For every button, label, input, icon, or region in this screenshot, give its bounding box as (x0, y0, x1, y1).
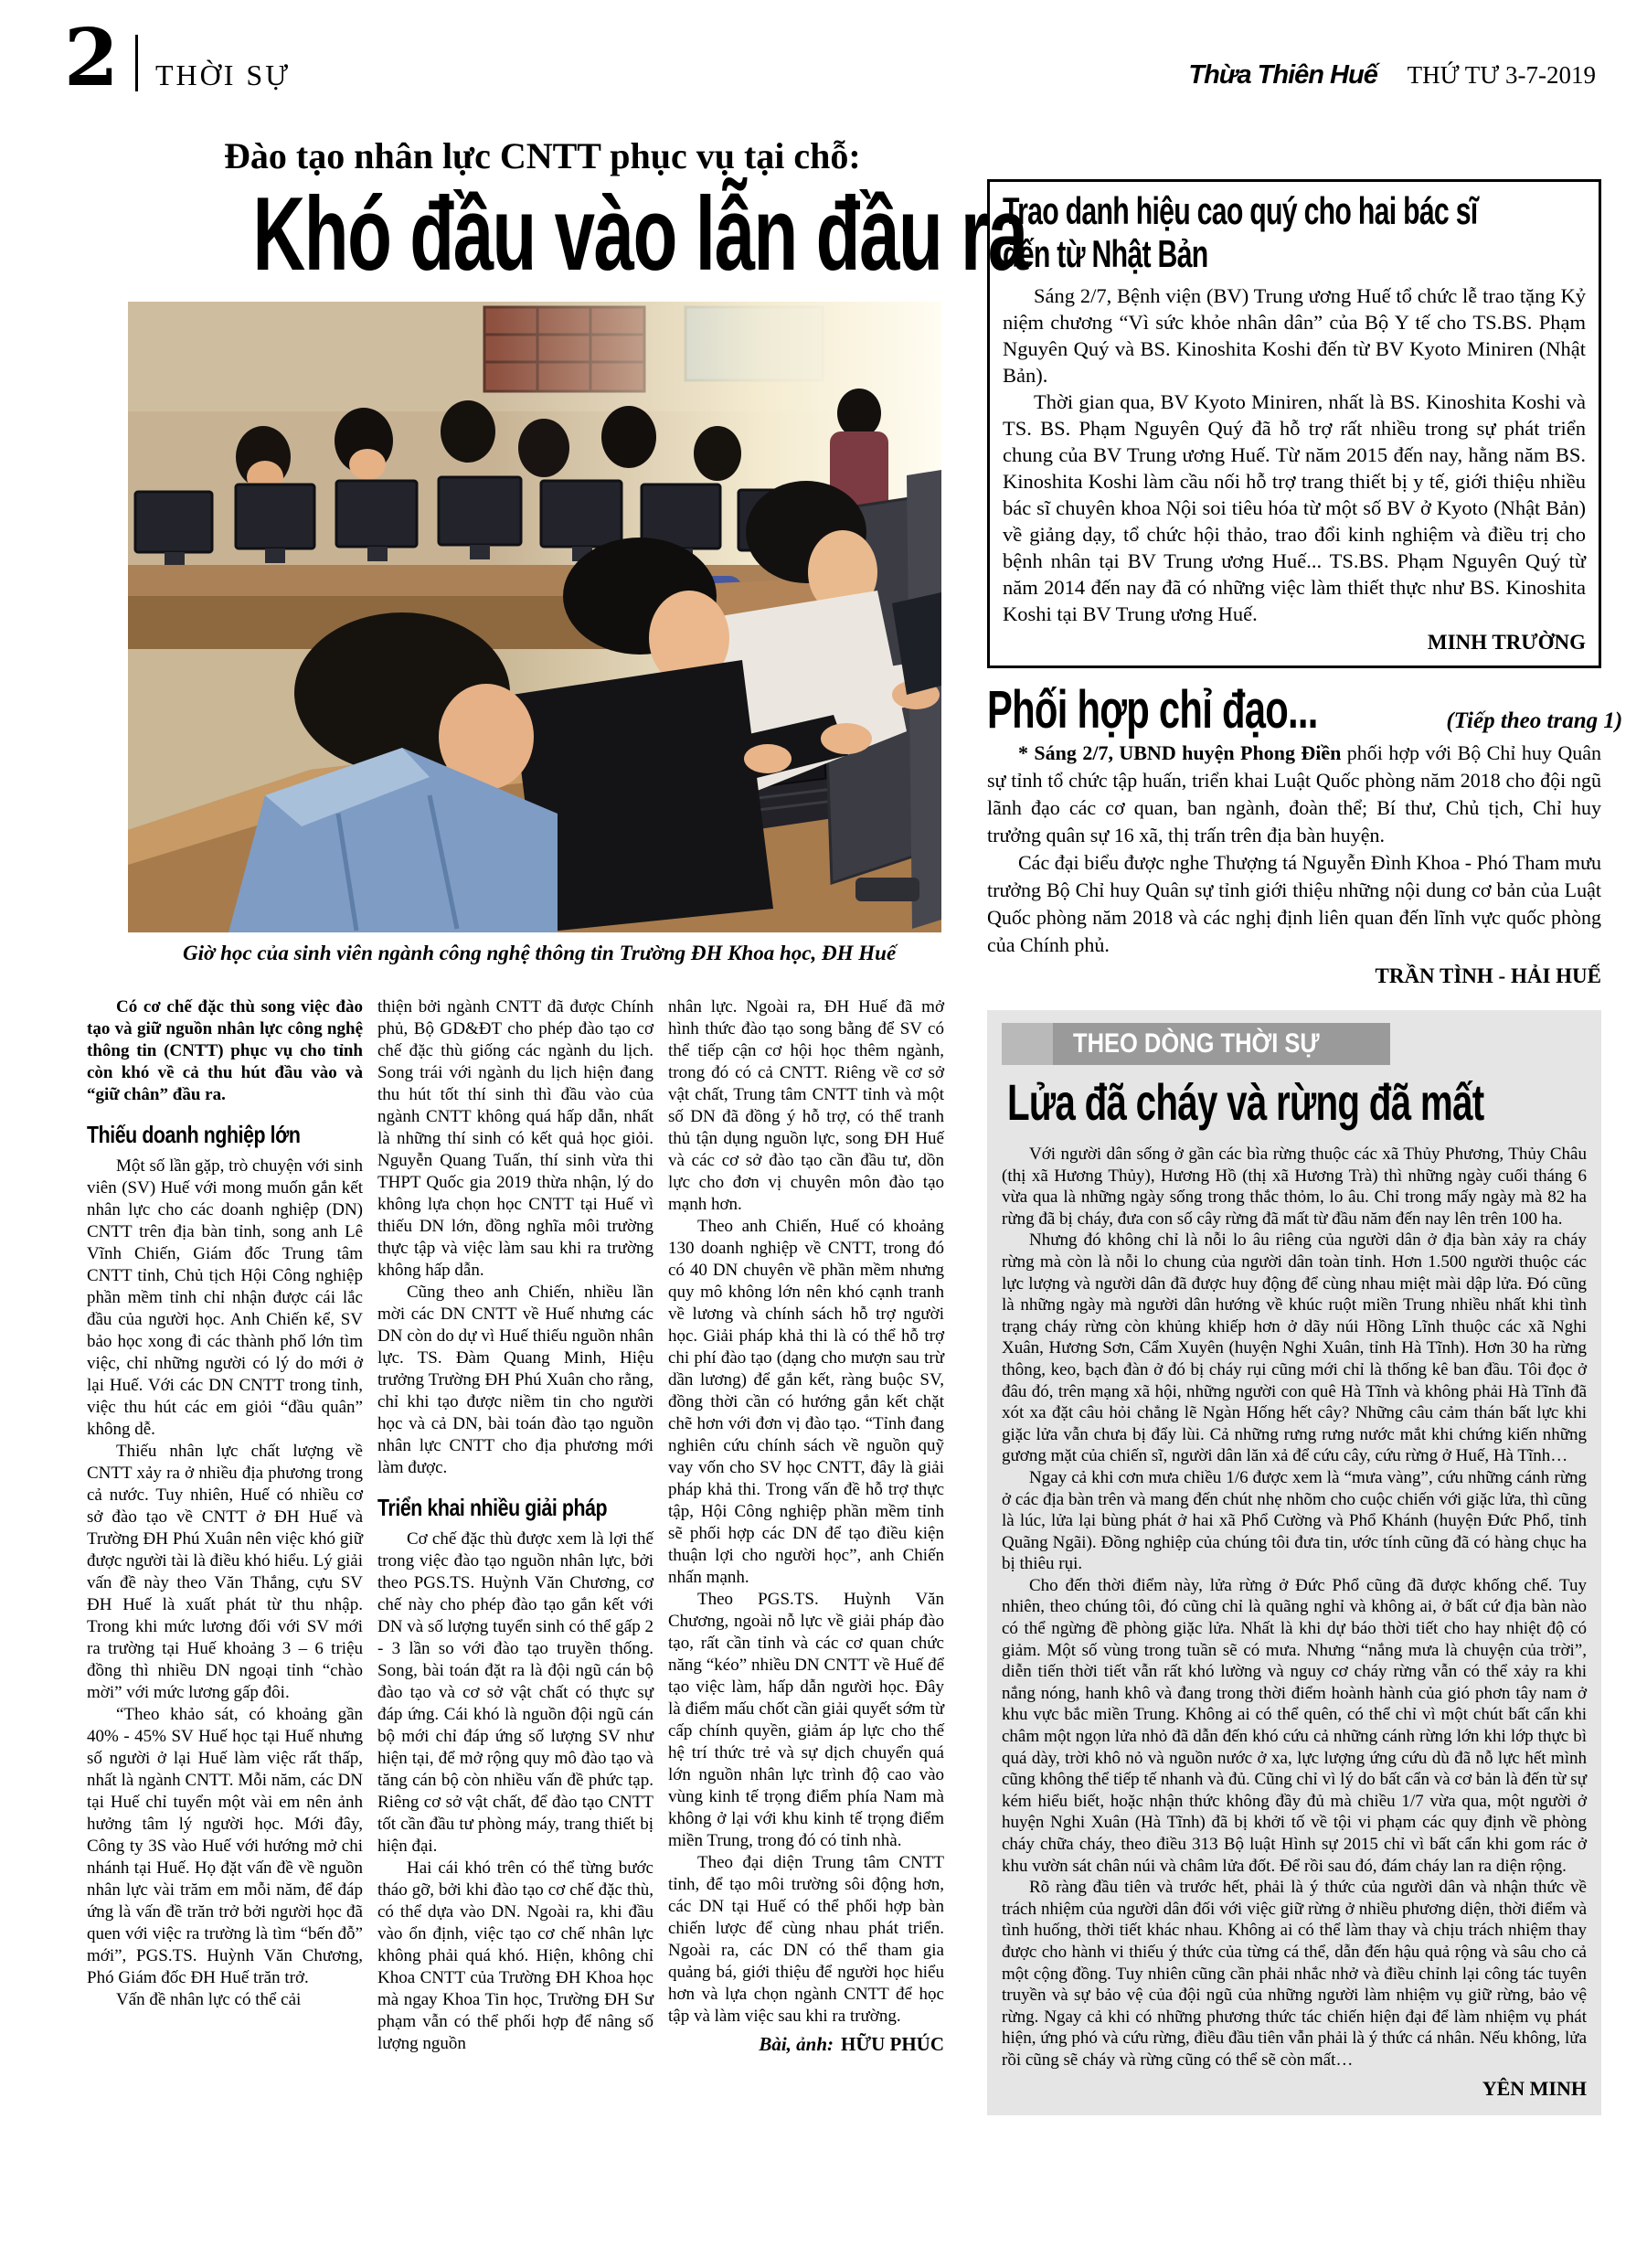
tab-bar: THEO DÒNG THỜI SỰ (1053, 1023, 1390, 1065)
paragraph: Cho đến thời điểm này, lửa rừng ở Đức Phổ cũng đã được khống chế. Tuy nhiên, theo chúng tôi, đó cũng chỉ là quãng nghỉ và không ai, ở bất cứ địa bàn nào có thể ngừng đề phòng giặc lửa. Nhất là khi dự báo thời tiết cho hay nhiệt độ có giảm. Một số vùng trong tuần sẽ có mưa. Nhưng “nắng mưa là chuyện của trời”, diễn tiến thời tiết vẫn rất khó lường và nguy cơ cháy rừng vẫn có thể xảy ra khi nắng nóng, hanh khô và đang trong thời điểm hoành hành của gió phơn tây nam ở khu vực bắc miền Trung. Không ai có thể quên, có thể chỉ vì một chút bất cẩn khi châm một ngọn lửa nhỏ đã dẫn đến khó cứu cả những cánh rừng lớn khi lớp thực bì quá dày, trời khô nỏ và nguồn nước ở xa, lực lượng ứng cứu dù đã nỗ lực hết mình cũng không thể tiếp tế nhanh và đủ. Cũng chỉ vì lý do bất cẩn và cơ bản là đến từ sự kém hiểu biết, hoặc nhận thức không đầy đủ mà chiều 1/7 vừa qua, một người ở huyện Nghi Xuân (Hà Tĩnh) đã bị khởi tố về tội vi phạm các quy định về phòng cháy chữa cháy, theo điều 313 Bộ luật Hình sự 2015 chỉ vì bất cẩn khi gom rác ở khu vườn sát chân núi và châm lửa đốt. Để rồi sau đó, đám cháy lan ra diện rộng. (1002, 1575, 1587, 1876)
paragraph: Một số lần gặp, trò chuyện với sinh viên (SV) Huế với mong muốn gắn kết nhân lực cho các doanh nghiệp (DN) CNTT trên địa bàn tỉnh, song anh Lê Vĩnh Chiến, Giám đốc Trung tâm CNTT tỉnh, Chủ tịch Hội Công nghiệp phần mềm tỉnh chỉ nhận được cái lắc đầu của người học. Anh Chiến kể, SV bảo học xong đi các thành phố lớn tìm việc, chỉ những người có lý do mới ở lại Huế. Với các DN CNTT trong tỉnh, việc thu hút các em giỏi “đầu quân” không dễ. (87, 1156, 363, 1439)
paragraph: thiện bởi ngành CNTT đã được Chính phủ, Bộ GD&ĐT cho phép đào tạo cơ chế đặc thù giống các ngành du lịch. Song trái với ngành du lịch hiện đang thu hút tốt thí sinh thì đầu vào của ngành CNTT không quá hấp dẫn, nhất là những thí sinh có kết quả học giỏi. Nguyễn Quang Tuấn, thí sinh vừa thi THPT Quốc gia 2019 thừa nhận, lý do không lựa chọn học CNTT tại Huế vì thiếu DN lớn, đồng nghĩa môi trường thực tập và việc làm sau khi ra trường không hấp dẫn. (377, 997, 653, 1280)
directive-byline: TRẦN TÌNH - HẢI HUẾ (1375, 964, 1601, 987)
header-right (1188, 60, 1596, 91)
paragraph: “Theo khảo sát, có khoảng gần 40% - 45% SV Huế học tại Huế nhưng số người ở lại Huế làm việc rất thấp, nhất là ngành CNTT. Mỗi năm, các DN tại Huế chỉ tuyển một vài em nên ảnh hưởng tâm lý người học. Mới đây, Công ty 3S vào Huế với hướng mở chi nhánh tại Huế. Họ đặt vấn đề về nguồn nhân lực vài trăm em mỗi năm, để đáp ứng là vấn đề trăn trở bởi người học đã quen với việc ra trường là tìm “bến đỗ” mới”, PGS.TS. Huỳnh Văn Chương, Phó Giám đốc ĐH Huế trăn trở. (87, 1705, 363, 1987)
article-column-1 (87, 996, 363, 2056)
main-article (87, 135, 1027, 2056)
article-columns (87, 996, 946, 2056)
directive-headline: Phối hợp chỉ đạo... (987, 680, 1318, 740)
issue-date: THỨ TƯ 3-7-2019 (1407, 61, 1596, 89)
paragraph: Các đại biểu được nghe Thượng tá Nguyễn Đình Khoa - Phó Tham mưu trưởng Bộ Chỉ huy Quân sự tỉnh giới thiệu những nội dung cơ bản của Luật Quốc phòng năm 2018 và các nghị định liên quan đến lĩnh vực quốc phòng của Chính phủ. (987, 851, 1601, 956)
honor-title: Trao danh hiệu cao quý cho hai bác sĩ đến từ Nhật Bản (1003, 189, 1478, 275)
article-column-3 (668, 996, 944, 2056)
directive-header (987, 680, 1623, 740)
paragraph: Theo đại diện Trung tâm CNTT tỉnh, để tạo môi trường sôi động hơn, các DN tại Huế có thể phối hợp bàn chiến lược để cùng nhau phát triển. Ngoài ra, các DN có thể tham gia quảng bá, giới thiệu để người học hiểu hơn và lựa chọn ngành CNTT để học tập và làm việc sau khi ra trường. (668, 1853, 944, 2026)
article-column-2 (377, 996, 653, 2056)
commentary-headline: Lửa đã cháy và rừng đã mất (1007, 1073, 1484, 1131)
commentary-tab (1002, 1023, 1587, 1065)
classroom-photo-illustration (128, 302, 941, 932)
page-header (64, 12, 1596, 104)
article-lead: Có cơ chế đặc thù song việc đào tạo và giữ nguồn nhân lực công nghệ thông tin (CNTT) phục vụ cho tỉnh còn khó về cả thu hút đầu vào và “giữ chân” đầu ra. (87, 997, 363, 1104)
subhead-2: Triển khai nhiều giải pháp (377, 1494, 608, 1521)
right-column (987, 179, 1623, 2115)
honor-byline: MINH TRƯỜNG (1427, 631, 1586, 654)
paragraph: Nhưng đó không chỉ là nỗi lo âu riêng của người dân ở địa bàn xảy ra cháy rừng mà còn là nỗi lo chung của người dân toàn tỉnh. Hơn 1.500 người thuộc các lực lượng và người dân đã được huy động để cùng nhau miệt mài dập lửa. Đó cũng là những ngày mà người dân hướng về khúc ruột miền Trung nhiều nhất khi tình trạng cháy rừng còn khủng khiếp hơn ở dãy núi Hồng Lĩnh thuộc các xã Nghi Xuân, Hương Sơn, Cẩm Xuyên (huyện Nghi Xuân, tỉnh Hà Tĩnh). Hơn 30 ha rừng thông, keo, bạch đàn ở đó bị cháy rụi cũng mới chỉ là thống kê ban đầu. Tôi đọc ở đâu đó, trên mạng xã hội, những người con quê Hà Tĩnh và không phải Hà Tĩnh đã xót xa đặt câu hỏi chẳng lẽ Ngàn Hống hết cây? Những câu cảm thán bất lực khi giặc lửa vẫn chưa bị đẩy lùi. Cả những rưng rưng nước mắt khi chứng kiến những gương mặt của chiến sĩ, người dân lăn xả để cứu cây, cứu rừng ở Huế, Hà Tĩnh… (1002, 1230, 1587, 1466)
directive-lead-rest: phối hợp với Bộ Chỉ huy Quân sự tỉnh tổ chức tập huấn, triển khai Luật Quốc phòng năm 2018 cho đội ngũ lãnh đạo các cơ quan, ban ngành, đoàn thể; Bí thư, Chủ tịch, Chỉ huy trưởng quân sự 16 xã, thị trấn trên địa bàn huyện. (987, 741, 1601, 847)
article-kicker: Đào tạo nhân lực CNTT phục vụ tại chỗ: (224, 135, 861, 176)
paragraph: Ngay cả khi cơn mưa chiều 1/6 được xem là “mưa vàng”, cứu những cánh rừng ở các địa bàn trên và mang đến chút nhẹ nhõm cho cuộc chiến với giặc lửa, thì cũng là lúc, lửa lại bùng phát ở hai xã Phổ Cường và Phổ Khánh (huyện Đức Phổ, tỉnh Quãng Ngãi). Đồng nghiệp của chúng tôi đưa tin, ước tính cũng đã có hàng chục ha bị thiêu rụi. (1002, 1467, 1587, 1574)
continuation-note: (Tiếp theo trang 1) (1446, 708, 1623, 733)
subhead-1: Thiếu doanh nghiệp lớn (87, 1121, 301, 1148)
directive-lead-bold: * Sáng 2/7, UBND huyện Phong Điền (1018, 741, 1342, 764)
paragraph: Với người dân sống ở gần các bìa rừng thuộc các xã Thủy Phương, Thủy Châu (thị xã Hương Thủy), Hương Hồ (thị xã Hương Trà) thì những ngày cuối tháng 6 vừa qua là những ngày sống trong thắc thỏm, lo âu. Chỉ trong mấy ngày mà 82 ha rừng đã bị cháy, đưa con số cây rừng đã mất từ đầu năm đến nay lên trên 100 ha. (1002, 1145, 1587, 1229)
article-headline: Khó đầu vào lẫn đầu ra (252, 176, 1027, 293)
classroom-photo (128, 302, 941, 932)
paragraph: Cũng theo anh Chiến, nhiều lần mời các DN CNTT về Huế nhưng các DN còn do dự vì Huế thiếu nguồn nhân lực. TS. Đàm Quang Minh, Hiệu trưởng Trường ĐH Phú Xuân cho rằng, chỉ khi tạo được niềm tin cho người học và cả DN, bài toán đào tạo nguồn nhân lực CNTT cho địa phương mới làm được. (377, 1283, 653, 1477)
masthead: Thừa Thiên Huế (1188, 60, 1377, 90)
commentary-byline: YÊN MINH (1482, 2076, 1587, 2100)
tab-decoration-square (1002, 1023, 1053, 1065)
paragraph: Theo anh Chiến, Huế có khoảng 130 doanh nghiệp về CNTT, trong đó có 40 DN chuyên về phần mềm nhưng quy mô không lớn nên khó cạnh tranh về lương và chính sách hỗ trợ người học. Giải pháp khả thi là có thể hỗ trợ chi phí đào tạo (dạng cho mượn sau trừ dần lương) để gắn kết, ràng buộc SV, đồng thời cần có hướng gắn kết chặt chẽ hơn với đơn vị đào tạo. “Tỉnh đang nghiên cứu chính sách về nguồn quỹ vay vốn cho SV học CNTT, đây là giải pháp khả thi. Trong vấn đề hỗ trợ thực tập, Hội Công nghiệp phần mềm tỉnh sẽ phối hợp các DN để tạo điều kiện thuận lợi cho người học”, anh Chiến nhấn mạnh. (668, 1217, 944, 1587)
header-divider (135, 35, 138, 91)
paragraph: Thiếu nhân lực chất lượng về CNTT xảy ra ở nhiều địa phương trong cả nước. Tuy nhiên, Huế có nhiều cơ sở đào tạo về CNTT ở ĐH Huế và Trường ĐH Phú Xuân nên việc khó giữ được người tài là điều khó hiểu. Lý giải vấn đề này theo Văn Thắng, cựu SV ĐH Huế là xuất phát từ thu nhập. Trong khi mức lương đối với SV mới ra trường tại Huế khoảng 3 – 6 triệu đồng thì nhiều DN ngoại tỉnh “chào mời” với mức lương gấp đôi. (87, 1442, 363, 1702)
paragraph: Rõ ràng đầu tiên và trước hết, phải là ý thức của người dân và nhận thức về trách nhiệm của người dân đối với việc giữ rừng ở nhiều phương diện, thời điểm và tình huống, thời tiết khác nhau. Không ai có thể làm thay và chịu trách nhiệm thay được cho hành vi thiếu ý thức của từng cá thể, dẫn đến hậu quả rộng và sâu cho cả một cộng đồng. Tuy nhiên cũng cần phải nhắc nhở và điều chỉnh lại công tác tuyên truyền và sự bảo vệ của đội ngũ của những người làm nhiệm vụ giữ rừng, bảo vệ rừng. Ngay cả khi có những phương thức tác chiến hiện đại để làm nhiệm vụ phát hiện, ứng phó và cứu rừng, điều đầu tiên vẫn phải là ý thức cá nhân. Nếu không, lửa rồi cũng sẽ cháy và rừng cũng có thể sẽ còn mất… (1002, 1878, 1587, 2070)
paragraph: nhân lực. Ngoài ra, ĐH Huế đã mở hình thức đào tạo song bằng để SV có thể tiếp cận cơ hội học thêm ngành, trong đó có cả CNTT. Riêng về cơ sở vật chất, Trung tâm CNTT tỉnh và một số DN đã đồng ý hỗ trợ, có thể tranh thủ tận dụng nguồn lực, song ĐH Huế và các cơ sở đào tạo cần đầu tư, dồn lực cho đơn vị chuyên môn đào tạo mạnh hơn. (668, 997, 944, 1214)
paragraph (987, 740, 1601, 849)
photo-caption: Giờ học của sinh viên ngành công nghệ thông tin Trường ĐH Khoa học, ĐH Huế (183, 942, 897, 964)
honor-article (987, 179, 1601, 668)
paragraph: Thời gian qua, BV Kyoto Miniren, nhất là BS. Kinoshita Koshi và TS. BS. Phạm Nguyên Quý đã hỗ trợ rất nhiều trong sự phát triển chung của BV Trung ương Huế. Từ năm 2015 đến nay, hằng năm BS. Kinoshita Koshi làm cầu nối hỗ trợ trang thiết bị y tế, giới thiệu nhiều bác sĩ chuyên khoa Nội soi tiêu hóa từ một số BV ở Kyoto (Nhật Bản) về giảng dạy, tổ chức hội thảo, trao đổi kinh nghiệm và điều trị cho bệnh nhân tại BV Trung ương Huế... TS.BS. Phạm Nguyên Quý từ năm 2014 đến nay đã có những việc làm thiết thực như BS. Kinoshita Koshi tại BV Trung ương Huế. (1003, 390, 1586, 625)
paragraph: Vấn đề nhân lực có thể cải (116, 1990, 302, 2009)
page-number: 2 (64, 12, 119, 104)
commentary-box (987, 1010, 1601, 2115)
paragraph: Cơ chế đặc thù được xem là lợi thế trong việc đào tạo nguồn nhân lực, bởi theo PGS.TS. Huỳnh Văn Chương, cơ chế này cho phép đào tạo gắn kết với DN và số lượng tuyển sinh có thể gấp 2 - 3 lần so với đào tạo truyền thống. Song, bài toán đặt ra là đội ngũ cán bộ đào tạo và cơ sở vật chất có thực sự đáp ứng. Cái khó là nguồn đội ngũ cán bộ mới chỉ đáp ứng số lượng SV như hiện tại, để mở rộng quy mô đào tạo và tăng cán bộ còn nhiều vấn đề phức tạp. Riêng cơ sở vật chất, để đào tạo CNTT tốt cần đầu tư phòng máy, trang thiết bị hiện đại. (377, 1529, 653, 1856)
paragraph: Sáng 2/7, Bệnh viện (BV) Trung ương Huế tổ chức lễ trao tặng Kỷ niệm chương “Vì sức khỏe nhân dân” của Bộ Y tế cho TS.BS. Phạm Nguyên Quý và BS. Kinoshita Koshi đến từ BV Kyoto Miniren (Nhật Bản). (1003, 284, 1586, 387)
paragraph: Theo PGS.TS. Huỳnh Văn Chương, ngoài nỗ lực về giải pháp đào tạo, rất cần tỉnh và các cơ quan chức năng “kéo” nhiều DN CNTT về Huế để tạo việc làm, hấp dẫn người học. Đây là điểm mấu chốt cần giải quyết sớm từ cấp chính quyền, giảm áp lực cho thế hệ trí thức trẻ và sự dịch chuyển quá lớn nguồn nhân lực trình độ cao vào vùng kinh tế trọng điểm phía Nam mà không ở lại với khu kinh tế trọng điểm miền Trung, trong đó có tỉnh nhà. (668, 1590, 944, 1850)
main-byline: Bài, ảnh: HỮU PHÚC (759, 2033, 944, 2055)
paragraph: Hai cái khó trên có thể từng bước tháo gỡ, bởi khi đào tạo cơ chế đặc thù, có thể dựa vào DN. Ngoài ra, khi đầu vào ổn định, việc tạo cơ chế nhân lực không phải quá khó. Hiện, không chỉ Khoa CNTT của Trường ĐH Khoa học mà ngay Khoa Tin học, Trường ĐH Sư phạm vẫn có thể phối hợp để nâng số lượng nguồn (377, 1858, 653, 2053)
directive-article (987, 680, 1623, 988)
section-title: THỜI SỰ (155, 59, 292, 91)
